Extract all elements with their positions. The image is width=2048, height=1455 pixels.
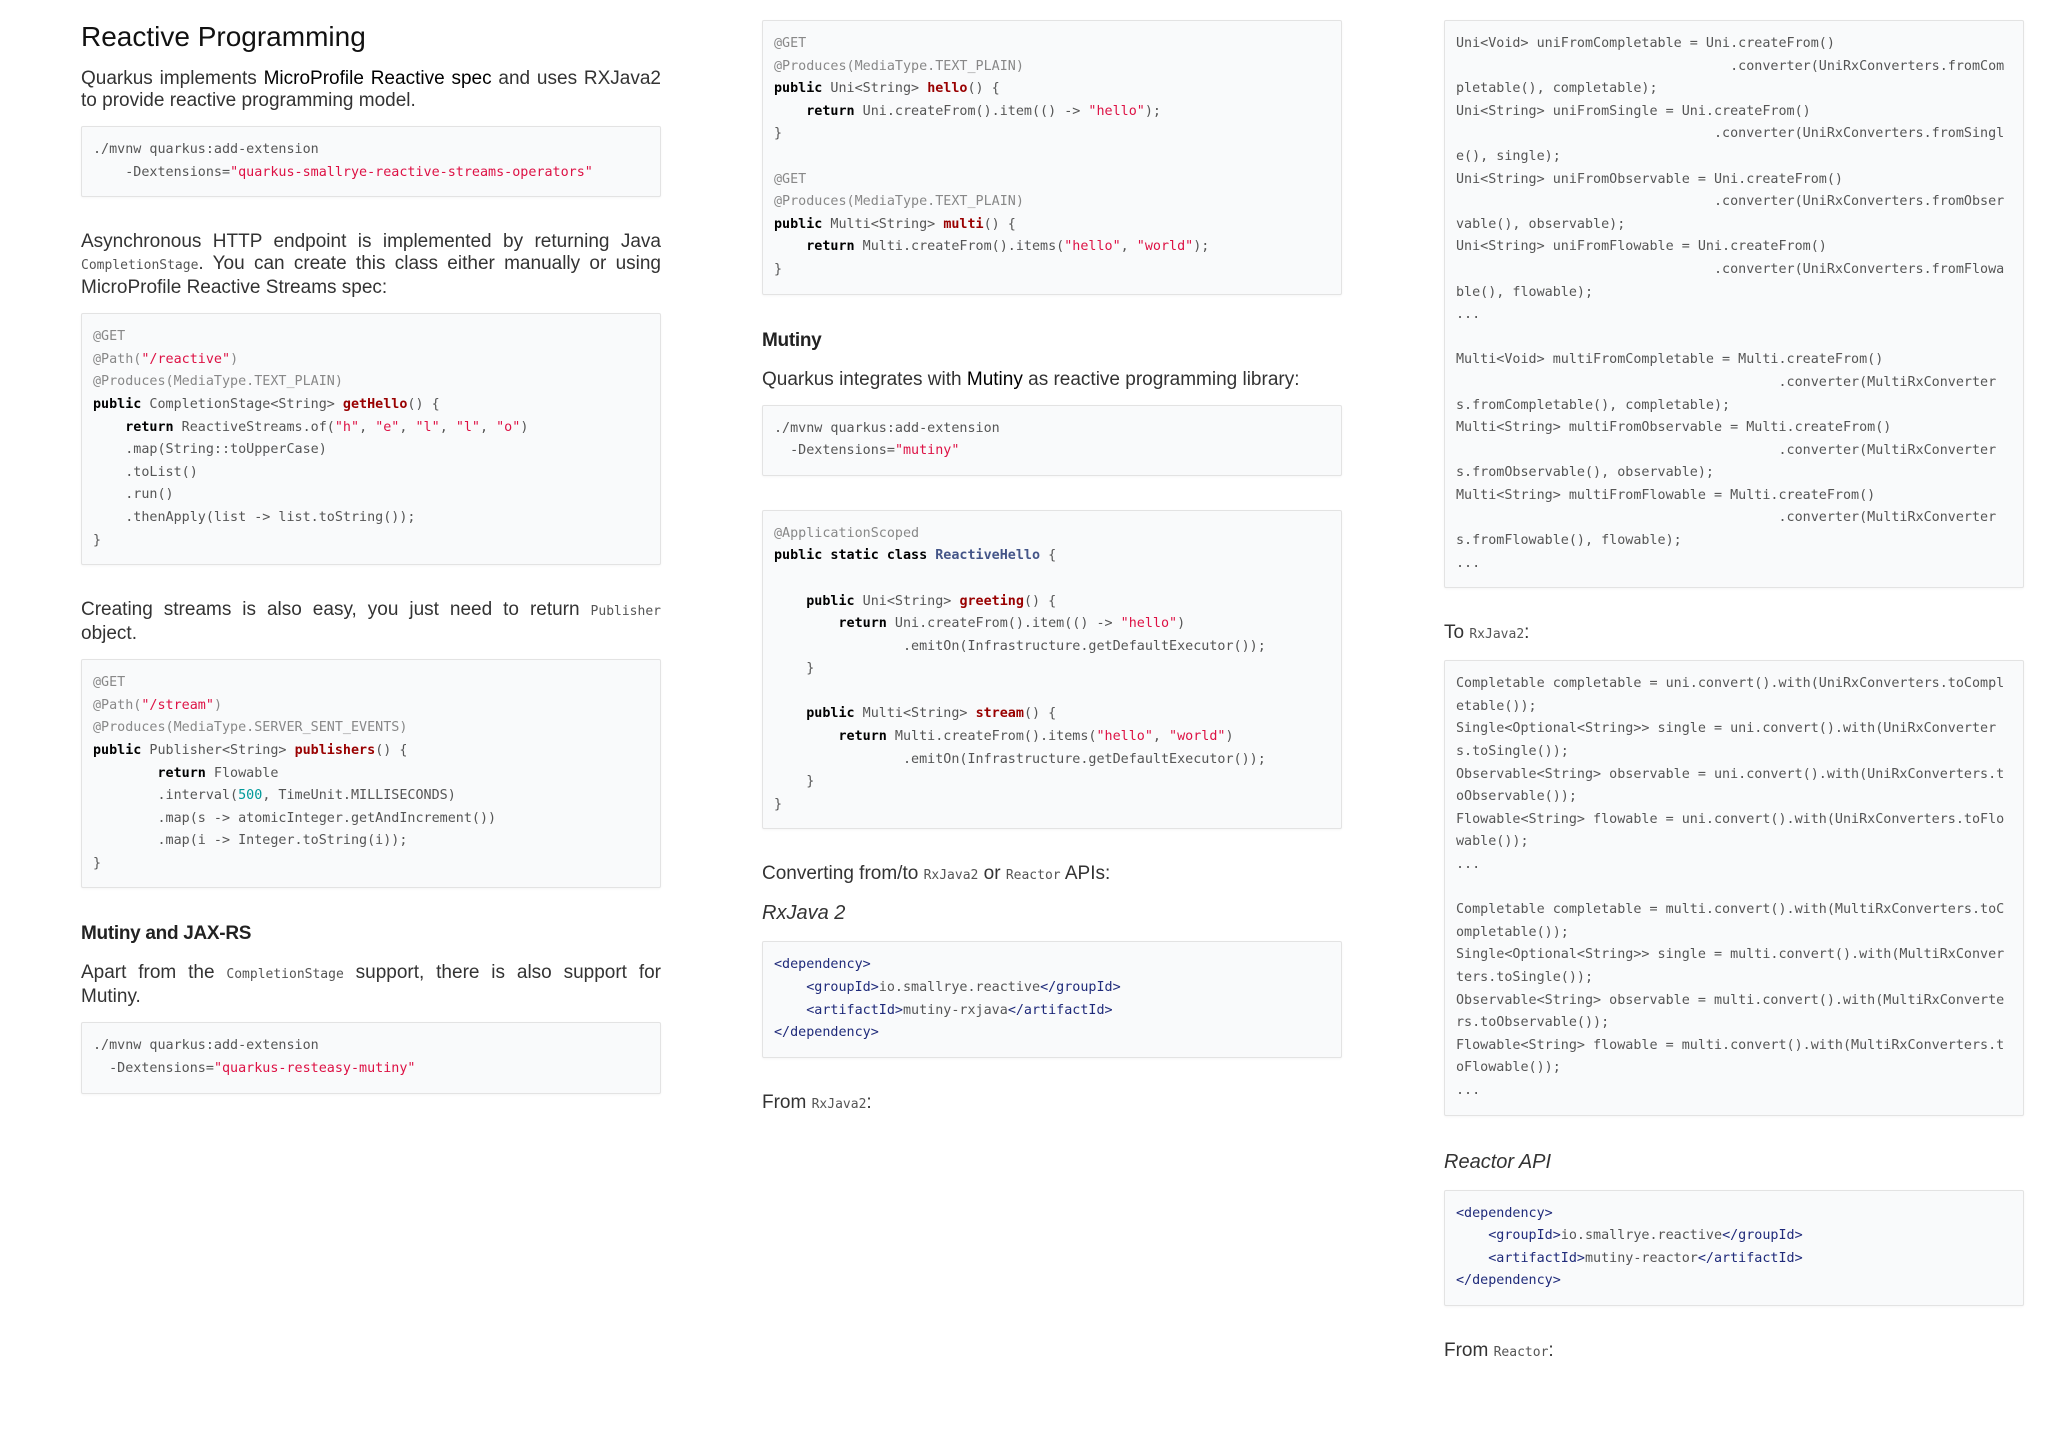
code-text: ) xyxy=(1177,616,1186,632)
code-line: .converter(UniRxConverters.fromObservable(), observable); xyxy=(1456,194,2005,232)
async-text-end: . You can create this class either manually or using MicroProfile Reactive Streams spec: xyxy=(81,253,661,299)
from-rxjava-paragraph xyxy=(762,1092,1342,1116)
code-string: "l" xyxy=(455,419,480,435)
xml-value: io.smallrye.reactive xyxy=(878,980,1041,996)
mutiny-link[interactable]: Mutiny xyxy=(966,368,1023,390)
code-line: Observable<String> observable = multi.convert().with(MultiRxConverters.toObservable()); xyxy=(1456,992,2005,1031)
xml-tag: <dependency> xyxy=(1456,1205,1553,1221)
inline-code: RxJava2 xyxy=(811,1096,867,1112)
code-line: Observable<String> observable = uni.convert().with(UniRxConverters.toObservable()); xyxy=(1456,766,2005,805)
code-text: Uni.createFrom().item(() -> xyxy=(886,616,1121,632)
code-text: Flowable xyxy=(205,765,279,781)
xml-tag: </dependency> xyxy=(1456,1273,1561,1289)
code-line: .converter(UniRxConverters.fromCompletable(), completable); xyxy=(1456,58,2005,97)
to-rxjava-paragraph xyxy=(1444,622,2024,646)
keyword: return xyxy=(774,239,855,255)
code-string: "world" xyxy=(1136,239,1194,255)
annotation: @GET xyxy=(774,171,807,187)
intro-text-end: and uses RXJava2 to provide reactive programming model. xyxy=(81,68,661,111)
xml-tag: <groupId> xyxy=(1456,1228,1561,1244)
to-text: : xyxy=(1524,622,1530,644)
xml-tag: <artifactId> xyxy=(774,1002,903,1018)
code-string: "quarkus-resteasy-mutiny" xyxy=(213,1061,416,1077)
code-text: , xyxy=(1120,239,1137,255)
code-string: "world" xyxy=(1169,729,1226,745)
xml-tag: </dependency> xyxy=(774,1025,879,1041)
code-string: "hello" xyxy=(1088,103,1145,119)
keyword: return xyxy=(93,419,174,435)
code-block-reactive-hello xyxy=(762,510,1342,830)
from-text: : xyxy=(1548,1339,1554,1361)
function-name: greeting xyxy=(959,593,1024,609)
code-line: -Dextensions= xyxy=(93,164,231,180)
converting-text: or xyxy=(978,863,1006,885)
column-1 xyxy=(81,0,661,1128)
keyword: public xyxy=(774,81,823,97)
inline-code: RxJava2 xyxy=(923,868,979,884)
async-paragraph xyxy=(81,231,661,299)
code-line: } xyxy=(774,661,815,677)
streams-paragraph xyxy=(81,599,661,645)
intro-paragraph xyxy=(81,68,661,112)
keyword: public xyxy=(774,593,855,609)
to-text: To xyxy=(1444,622,1470,644)
apart-text-end: support, there is also support for Mutiny. xyxy=(81,962,661,1008)
code-line: .map(String::toUpperCase) xyxy=(93,442,327,458)
code-block-rxjava-dependency xyxy=(762,941,1342,1057)
annotation: @GET xyxy=(774,36,807,51)
code-line: } xyxy=(774,796,783,812)
spec-link[interactable]: MicroProfile Reactive spec xyxy=(263,68,492,89)
code-string: "/reactive" xyxy=(141,351,231,367)
code-line: Uni<String> uniFromFlowable = Uni.createFrom() xyxy=(1456,239,1827,255)
code-block-resteasy-mutiny xyxy=(81,1022,661,1093)
annotation: @GET xyxy=(93,329,126,345)
code-line: -Dextensions= xyxy=(93,1061,214,1077)
code-text: Multi.createFrom().items( xyxy=(854,239,1065,255)
code-text: () { xyxy=(967,81,1000,97)
code-line: Uni<Void> uniFromCompletable = Uni.createFrom() xyxy=(1456,36,1835,51)
inline-code: CompletionStage xyxy=(81,258,199,274)
code-text: , xyxy=(1152,729,1170,745)
section-heading-rxjava2: RxJava 2 xyxy=(762,902,846,925)
code-line: Flowable<String> flowable = uni.convert().with(UniRxConverters.toFlowable()); xyxy=(1456,811,2005,850)
code-line: .run() xyxy=(93,487,174,503)
code-line: ./mvnw quarkus:add-extension xyxy=(774,420,1000,436)
keyword: return xyxy=(774,103,855,119)
code-block-to-rx xyxy=(1444,660,2024,1115)
function-name: getHello xyxy=(342,396,408,412)
apart-paragraph xyxy=(81,962,661,1008)
from-reactor-paragraph xyxy=(1444,1340,2024,1364)
code-block-reactive: @GET @Path("/reactive") @Produces(MediaType.TEXT_PLAIN) public CompletionStage<String> getHello() { return ReactiveStreams.of("h", "e", "l", "l", "o") .map(String::toUpperCase) .toList() .run() .thenApply(list -> list.toString()); } xyxy=(81,313,661,565)
xml-value: mutiny-rxjava xyxy=(903,1002,1008,1018)
async-text: Asynchronous HTTP endpoint is implemented by returning Java xyxy=(81,231,661,253)
code-text: { xyxy=(1040,548,1057,564)
keyword: public xyxy=(93,396,142,412)
apart-text: Apart from the xyxy=(81,962,227,984)
xml-value: io.smallrye.reactive xyxy=(1560,1228,1723,1244)
annotation: @Produces(MediaType.TEXT_PLAIN) xyxy=(774,58,1024,74)
page-title: Reactive Programming xyxy=(81,21,366,52)
code-line: ... xyxy=(1456,555,1481,571)
column-3 xyxy=(1444,20,2024,1378)
xml-tag: </groupId> xyxy=(1722,1228,1803,1244)
code-line: .converter(UniRxConverters.fromFlowable(), flowable); xyxy=(1456,261,2005,300)
annotation: @Path( xyxy=(93,351,142,367)
annotation: @ApplicationScoped xyxy=(774,525,920,541)
code-line: } xyxy=(774,126,783,142)
code-string: "mutiny" xyxy=(894,443,960,459)
code-block-from-rx xyxy=(1444,20,2024,588)
code-string: "h" xyxy=(334,419,360,435)
keyword: return xyxy=(774,729,887,745)
annotation: ) xyxy=(213,697,222,713)
code-line: ... xyxy=(1456,1082,1481,1098)
keyword: public xyxy=(774,216,823,232)
code-text: () { xyxy=(1023,593,1057,609)
code-line: Multi<String> multiFromObservable = Multi.createFrom() xyxy=(1456,420,1892,436)
column-2 xyxy=(762,20,1342,1130)
code-line: .converter(MultiRxConverters.fromFlowable(), flowable); xyxy=(1456,510,1997,549)
code-line: .converter(MultiRxConverters.fromCompletable(), completable); xyxy=(1456,374,1997,413)
code-line: ./mvnw quarkus:add-extension xyxy=(93,142,319,157)
code-string: "e" xyxy=(375,419,400,435)
converting-text: Converting from/to xyxy=(762,863,924,885)
from-text: : xyxy=(866,1091,872,1113)
code-text: ) xyxy=(520,419,529,435)
code-string: "o" xyxy=(496,419,521,435)
code-line: .map(s -> atomicInteger.getAndIncrement()) xyxy=(93,810,497,826)
code-block-add-extension xyxy=(81,126,661,197)
code-block-mutiny-extension xyxy=(762,405,1342,476)
annotation: @Produces(MediaType.SERVER_SENT_EVENTS) xyxy=(93,720,408,736)
function-name: multi xyxy=(943,216,984,232)
integrates-paragraph xyxy=(762,369,1342,391)
inline-code: RxJava2 xyxy=(1469,627,1525,643)
code-text: () { xyxy=(1023,706,1057,722)
xml-value: mutiny-reactor xyxy=(1585,1250,1698,1266)
inline-code: CompletionStage xyxy=(226,967,344,983)
code-line: Uni<String> uniFromObservable = Uni.createFrom() xyxy=(1456,171,1843,187)
annotation: ) xyxy=(230,351,239,367)
code-string: "l" xyxy=(415,419,440,435)
annotation: @Produces(MediaType.TEXT_PLAIN) xyxy=(93,374,343,390)
code-line: .emitOn(Infrastructure.getDefaultExecutor()); xyxy=(774,751,1266,767)
annotation: @Path( xyxy=(93,697,142,713)
code-text: , TimeUnit.MILLISECONDS) xyxy=(262,788,456,804)
code-line: Multi<String> multiFromFlowable = Multi.createFrom() xyxy=(1456,487,1876,503)
code-line: Completable completable = uni.convert().with(UniRxConverters.toCompletable()); xyxy=(1456,676,2005,714)
keyword: return xyxy=(774,616,887,632)
code-string: "/stream" xyxy=(141,697,214,713)
annotation: @GET xyxy=(93,675,126,691)
xml-tag: </artifactId> xyxy=(1007,1002,1113,1018)
intro-text: Quarkus implements xyxy=(81,68,264,89)
code-line: } xyxy=(774,774,815,790)
code-text: () { xyxy=(983,216,1016,232)
xml-tag: <groupId> xyxy=(774,980,879,996)
code-number: 500 xyxy=(238,788,263,804)
code-line: Multi<Void> multiFromCompletable = Multi.createFrom() xyxy=(1456,352,1884,368)
keyword: public static class xyxy=(774,548,928,564)
code-text: () { xyxy=(375,742,408,758)
xml-tag: </artifactId> xyxy=(1697,1250,1803,1266)
integrates-text: Quarkus integrates with xyxy=(762,368,967,390)
xml-tag: <dependency> xyxy=(774,957,871,973)
code-string: "hello" xyxy=(1096,729,1153,745)
code-text: Uni<String> xyxy=(822,81,928,97)
section-heading-reactor-api: Reactor API xyxy=(1444,1150,1552,1173)
streams-text: Creating streams is also easy, you just need to return xyxy=(81,599,591,621)
code-line: } xyxy=(93,855,102,871)
code-block-uni-multi xyxy=(762,20,1342,295)
code-line: ./mvnw quarkus:add-extension xyxy=(93,1038,319,1054)
code-text: () { xyxy=(407,396,440,412)
code-line: .map(i -> Integer.toString(i)); xyxy=(93,833,408,849)
annotation: @Produces(MediaType.TEXT_PLAIN) xyxy=(774,194,1024,210)
keyword: public xyxy=(93,742,142,758)
function-name: publishers xyxy=(294,742,376,758)
inline-code: Reactor xyxy=(1493,1344,1549,1360)
code-line: Flowable<String> flowable = multi.convert().with(MultiRxConverters.toFlowable()); xyxy=(1456,1037,2005,1076)
code-text: Multi.createFrom().items( xyxy=(886,729,1097,745)
code-line: Single<Optional<String>> single = multi.convert().with(MultiRxConverters.toSingle()); xyxy=(1456,947,2005,985)
keyword: return xyxy=(93,765,206,781)
code-line: -Dextensions= xyxy=(774,443,895,459)
code-text: Publisher<String> xyxy=(141,742,295,758)
xml-tag: <artifactId> xyxy=(1456,1250,1585,1266)
converting-paragraph xyxy=(762,863,1342,887)
code-line: ... xyxy=(1456,307,1481,323)
code-block-stream xyxy=(81,659,661,888)
code-line: Completable completable = multi.convert().with(MultiRxConverters.toCompletable()); xyxy=(1456,902,2005,940)
code-text: Multi<String> xyxy=(854,706,976,722)
code-line: .emitOn(Infrastructure.getDefaultExecutor()); xyxy=(774,638,1266,654)
section-heading-mutiny-jaxrs: Mutiny and JAX-RS xyxy=(81,923,252,945)
xml-tag: </groupId> xyxy=(1040,980,1121,996)
code-line: Single<Optional<String>> single = uni.convert().with(UniRxConverters.toSingle()); xyxy=(1456,721,1997,760)
code-line: .converter(MultiRxConverters.fromObservable(), observable); xyxy=(1456,442,1997,481)
code-string: "hello" xyxy=(1064,239,1121,255)
from-text: From xyxy=(1444,1339,1494,1361)
class-name: ReactiveHello xyxy=(927,548,1041,564)
code-text: ); xyxy=(1144,103,1161,119)
code-line: .thenApply(list -> list.toString()); xyxy=(93,509,416,525)
code-line: .converter(UniRxConverters.fromSingle(), single); xyxy=(1456,126,2005,164)
function-name: stream xyxy=(975,706,1024,722)
code-text: ) xyxy=(1225,729,1234,745)
code-block-reactor-dependency xyxy=(1444,1190,2024,1306)
code-line: } xyxy=(93,532,102,548)
code-string: "quarkus-smallrye-reactive-streams-operators" xyxy=(230,164,593,180)
code-text: CompletionStage<String> xyxy=(141,396,343,412)
section-heading-mutiny: Mutiny xyxy=(762,329,822,351)
integrates-text-end: as reactive programming library: xyxy=(1022,368,1300,390)
code-line: Uni<String> uniFromSingle = Uni.createFrom() xyxy=(1456,103,1811,119)
code-text: Uni<String> xyxy=(854,593,960,609)
function-name: hello xyxy=(927,81,968,97)
code-line: ... xyxy=(1456,857,1481,872)
streams-text-end: object. xyxy=(81,623,137,645)
code-text: ReactiveStreams.of( xyxy=(173,419,335,435)
inline-code: Reactor xyxy=(1005,868,1061,884)
inline-code: Publisher xyxy=(590,604,661,620)
code-text: ); xyxy=(1193,239,1210,255)
converting-text: APIs: xyxy=(1060,863,1111,885)
code-line: .toList() xyxy=(93,464,198,480)
from-text: From xyxy=(762,1091,812,1113)
code-text: Multi<String> xyxy=(822,216,944,232)
code-text: Uni.createFrom().item(() -> xyxy=(854,103,1089,119)
keyword: public xyxy=(774,706,855,722)
code-text: .interval( xyxy=(93,788,239,804)
code-line: } xyxy=(774,261,783,277)
code-string: "hello" xyxy=(1120,616,1178,632)
